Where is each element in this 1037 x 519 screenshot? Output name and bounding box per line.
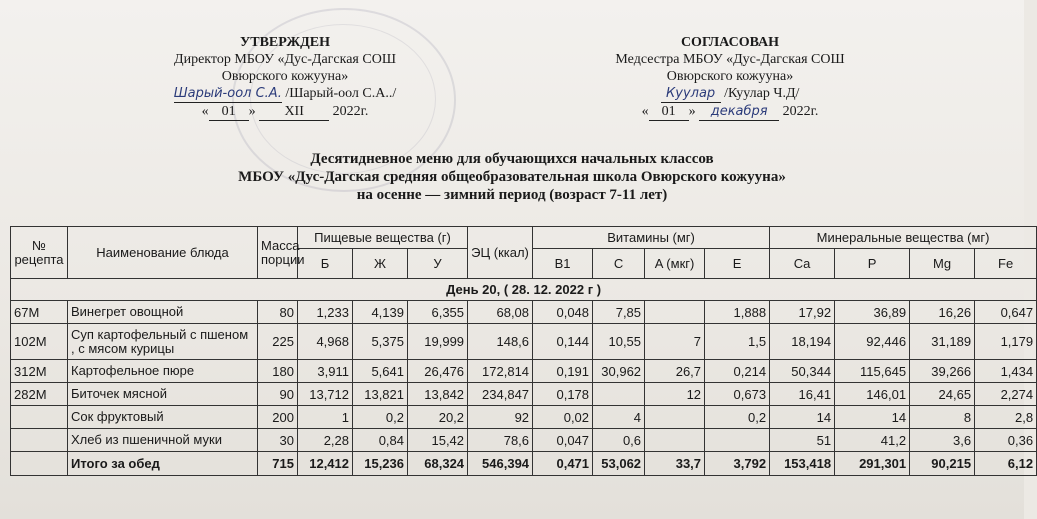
header-recipe: № рецепта [11, 227, 68, 279]
total-label: Итого за обед [68, 452, 258, 476]
heading-line3: на осенне — зимний период (возраст 7-11 лет) [356, 187, 668, 203]
cell-name: Биточек мясной [68, 383, 258, 406]
cell-ec: 68,08 [468, 301, 533, 324]
cell-fe: 1,179 [975, 324, 1037, 360]
agreement-block [590, 34, 870, 121]
cell-fe: 0,647 [975, 301, 1037, 324]
cell-code: 102М [11, 324, 68, 360]
total-b: 12,412 [298, 452, 353, 476]
cell-b: 4,968 [298, 324, 353, 360]
approval-block [150, 34, 420, 121]
cell-zh: 0,84 [353, 429, 408, 452]
cell-name: Сок фруктовый [68, 406, 258, 429]
header-energy: ЭЦ (ккал) [468, 227, 533, 279]
approval-signature-line [150, 85, 420, 103]
cell-ca: 17,92 [770, 301, 835, 324]
cell-p: 14 [835, 406, 910, 429]
header-b1: B1 [533, 249, 593, 279]
cell-ca: 50,344 [770, 360, 835, 383]
total-mg: 90,215 [910, 452, 975, 476]
cell-e: 0,673 [705, 383, 770, 406]
cell-b1: 0,048 [533, 301, 593, 324]
header-vitamins: Витамины (мг) [533, 227, 770, 249]
cell-mg: 8 [910, 406, 975, 429]
cell-c: 7,85 [593, 301, 645, 324]
cell-fe: 2,8 [975, 406, 1037, 429]
total-zh: 15,236 [353, 452, 408, 476]
cell-ec: 234,847 [468, 383, 533, 406]
cell-zh: 13,821 [353, 383, 408, 406]
cell-name: Суп картофельный с пшеном , с мясом курицы [68, 324, 258, 360]
cell-p: 146,01 [835, 383, 910, 406]
header-c: C [593, 249, 645, 279]
approval-line2: Овюрского кожууна» [221, 69, 349, 84]
cell-mass: 30 [258, 429, 298, 452]
cell-ec: 78,6 [468, 429, 533, 452]
total-a: 33,7 [645, 452, 705, 476]
cell-u: 20,2 [408, 406, 468, 429]
header-p: P [835, 249, 910, 279]
cell-b1: 0,02 [533, 406, 593, 429]
cell-u: 19,999 [408, 324, 468, 360]
cell-mg: 3,6 [910, 429, 975, 452]
cell-a: 7 [645, 324, 705, 360]
approval-date-year: 2022г. [332, 104, 369, 119]
cell-b1: 0,191 [533, 360, 593, 383]
cell-b: 3,911 [298, 360, 353, 383]
cell-ca: 18,194 [770, 324, 835, 360]
heading-line1: Десятидневное меню для обучающихся начальных классов [310, 151, 714, 167]
agreement-date: « 01 » декабря 2022г. [641, 104, 819, 119]
total-u: 68,324 [408, 452, 468, 476]
agreement-signature-line [590, 85, 870, 103]
cell-name: Картофельное пюре [68, 360, 258, 383]
header-mass: Масса порции [258, 227, 298, 279]
cell-name: Винегрет овощной [68, 301, 258, 324]
menu-rows [11, 301, 1037, 452]
cell-c: 10,55 [593, 324, 645, 360]
cell-a: 12 [645, 383, 705, 406]
document-heading [0, 150, 1024, 204]
agreement-signature: Куулар [666, 86, 716, 101]
cell-ca: 51 [770, 429, 835, 452]
cell-e: 0,2 [705, 406, 770, 429]
cell-p: 92,446 [835, 324, 910, 360]
cell-code: 312М [11, 360, 68, 383]
cell-mg: 31,189 [910, 324, 975, 360]
cell-name: Хлеб из пшеничной муки [68, 429, 258, 452]
heading-line2: МБОУ «Дус-Дагская средняя общеобразовательная школа Овюрского кожууна» [238, 169, 786, 185]
cell-fe: 2,274 [975, 383, 1037, 406]
cell-a [645, 301, 705, 324]
total-ec: 546,394 [468, 452, 533, 476]
header-e: E [705, 249, 770, 279]
cell-code: 67М [11, 301, 68, 324]
cell-c: 0,6 [593, 429, 645, 452]
header-dish: Наименование блюда [68, 227, 258, 279]
agreement-date-day: 01 [661, 104, 676, 119]
cell-code: 282М [11, 383, 68, 406]
cell-b: 1 [298, 406, 353, 429]
cell-mg: 16,26 [910, 301, 975, 324]
approval-date-day: 01 [221, 104, 236, 119]
cell-u: 15,42 [408, 429, 468, 452]
agreement-title: СОГЛАСОВАН [680, 35, 780, 50]
approval-line1: Директор МБОУ «Дус-Дагская СОШ [174, 52, 396, 67]
cell-b1: 0,144 [533, 324, 593, 360]
header-nutrients: Пищевые вещества (г) [298, 227, 468, 249]
approval-signature: Шарый-оол С.А. [173, 86, 282, 101]
cell-a [645, 406, 705, 429]
cell-a: 26,7 [645, 360, 705, 383]
approval-date: « 01 » XII 2022г. [201, 104, 369, 119]
cell-fe: 1,434 [975, 360, 1037, 383]
agreement-line1: Медсестра МБОУ «Дус-Дагская СОШ [615, 52, 845, 67]
cell-mass: 80 [258, 301, 298, 324]
cell-zh: 5,375 [353, 324, 408, 360]
cell-c [593, 383, 645, 406]
cell-c: 4 [593, 406, 645, 429]
total-b1: 0,471 [533, 452, 593, 476]
header-b: Б [298, 249, 353, 279]
total-p: 291,301 [835, 452, 910, 476]
cell-ca: 16,41 [770, 383, 835, 406]
cell-u: 6,355 [408, 301, 468, 324]
header-u: У [408, 249, 468, 279]
cell-zh: 0,2 [353, 406, 408, 429]
cell-mass: 180 [258, 360, 298, 383]
cell-mass: 225 [258, 324, 298, 360]
day-label: День 20, ( 28. 12. 2022 г ) [11, 279, 1037, 301]
header-mg: Mg [910, 249, 975, 279]
cell-mg: 39,266 [910, 360, 975, 383]
table-row [11, 429, 1037, 452]
total-mass: 715 [258, 452, 298, 476]
cell-p: 36,89 [835, 301, 910, 324]
header-a: A (мкг) [645, 249, 705, 279]
cell-b: 13,712 [298, 383, 353, 406]
cell-p: 41,2 [835, 429, 910, 452]
cell-e: 1,5 [705, 324, 770, 360]
table-row [11, 360, 1037, 383]
cell-a [645, 429, 705, 452]
approval-title: УТВЕРЖДЕН [239, 35, 331, 50]
cell-c: 30,962 [593, 360, 645, 383]
agreement-line2: Овюрского кожууна» [666, 69, 794, 84]
approval-date-month: XII [284, 104, 304, 119]
agreement-date-year: 2022г. [782, 104, 819, 119]
cell-zh: 4,139 [353, 301, 408, 324]
cell-ec: 92 [468, 406, 533, 429]
table-row [11, 301, 1037, 324]
cell-mg: 24,65 [910, 383, 975, 406]
cell-b: 2,28 [298, 429, 353, 452]
cell-b1: 0,178 [533, 383, 593, 406]
table-row [11, 324, 1037, 360]
cell-e [705, 429, 770, 452]
header-fe: Fe [975, 249, 1037, 279]
cell-u: 13,842 [408, 383, 468, 406]
total-ca: 153,418 [770, 452, 835, 476]
total-fe: 6,12 [975, 452, 1037, 476]
cell-fe: 0,36 [975, 429, 1037, 452]
total-e: 3,792 [705, 452, 770, 476]
header-zh: Ж [353, 249, 408, 279]
cell-b1: 0,047 [533, 429, 593, 452]
menu-table [10, 226, 1037, 476]
header-ca: Ca [770, 249, 835, 279]
total-code [11, 452, 68, 476]
table-row [11, 383, 1037, 406]
cell-mass: 200 [258, 406, 298, 429]
cell-code [11, 429, 68, 452]
cell-b: 1,233 [298, 301, 353, 324]
cell-p: 115,645 [835, 360, 910, 383]
cell-u: 26,476 [408, 360, 468, 383]
cell-zh: 5,641 [353, 360, 408, 383]
total-row [11, 452, 1037, 476]
cell-code [11, 406, 68, 429]
total-c: 53,062 [593, 452, 645, 476]
cell-ec: 172,814 [468, 360, 533, 383]
table-row [11, 406, 1037, 429]
header-minerals: Минеральные вещества (мг) [770, 227, 1037, 249]
cell-e: 0,214 [705, 360, 770, 383]
agreement-date-month: декабря [710, 104, 768, 119]
approval-name: /Шарый-оол С.А../ [285, 86, 397, 101]
cell-e: 1,888 [705, 301, 770, 324]
cell-ca: 14 [770, 406, 835, 429]
cell-ec: 148,6 [468, 324, 533, 360]
cell-mass: 90 [258, 383, 298, 406]
agreement-name: /Куулар Ч.Д/ [724, 86, 800, 101]
